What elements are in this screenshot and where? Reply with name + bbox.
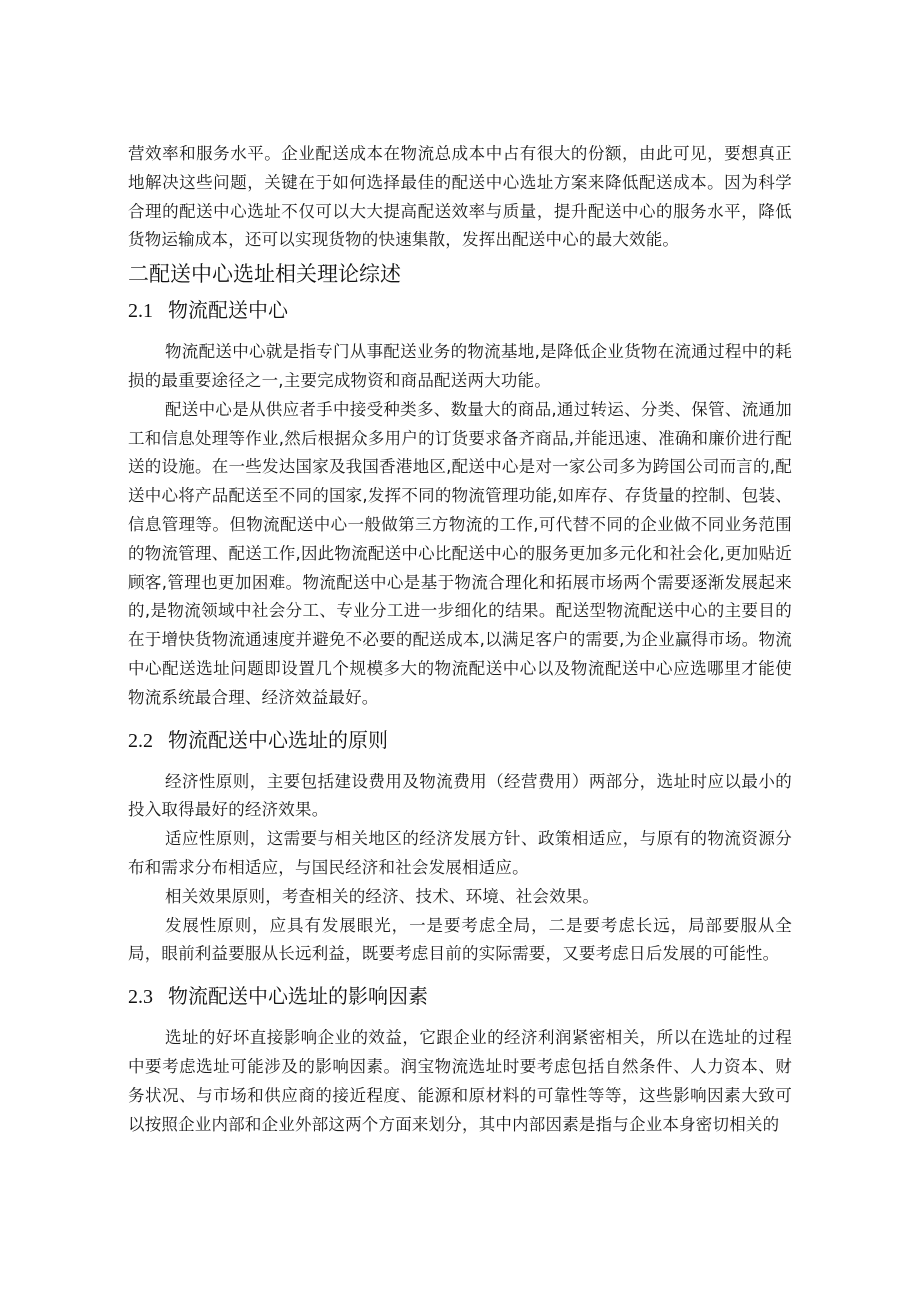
section-title: 物流配送中心选址的影响因素 — [168, 984, 428, 1009]
paragraph: 相关效果原则，考查相关的经济、技术、环境、社会效果。 — [165, 886, 600, 906]
section-title: 物流配送中心选址的原则 — [168, 727, 388, 752]
section-number: 2.2 — [128, 729, 153, 752]
paragraph: 发展性原则，应具有发展眼光，一是要考虑全局，二是要考虑长远，局部要服从全局，眼前利益要服从长远利益，既要考虑目前的实际需要，又要考虑日后发展的可能性。 — [128, 915, 792, 964]
paragraph: 配送中心是从供应者手中接受种类多、数量大的商品,通过转运、分类、保管、流通加工和信息处理等作业,然后根据众多用户的订货要求备齐商品,并能迅速、准确和廉价进行配送的设施。在一些发达国家及我国香港地区,配送中心是对一家公司多为跨国公司而言的,配送中心将产品配送至不同的国家,发挥不同的物流管理功能,如库存、存货量的控制、包装、信息管理等。但物流配送中心一般做第三方物流的工作,可代替不同的企业做不同业务范围的物流管理、配送工作,因此物流配送中心比配送中心的服务更加多元化和社会化,更加贴近顾客,管理也更加困难。物流配送中心是基于物流合理化和拓展市场两个需要逐渐发展起来的,是物流领域中社会分工、专业分工进一步细化的结果。配送型物流配送中心的主要目的在于增快货物流通速度并避免不必要的配送成本,以满足客户的需要,为企业赢得市场。物流中心配送选址问题即设置几个规模多大的物流配送中心以及物流配送中心应选哪里才能使物流系统最合理、经济效益最好。 — [128, 399, 792, 707]
paragraph: 选址的好坏直接影响企业的效益，它跟企业的经济利润紧密相关，所以在选址的过程中要考虑选址可能涉及的影响因素。润宝物流选址时要考虑包括自然条件、人力资本、财务状况、与市场和供应商的接近程度、能源和原材料的可靠性等等，这些影响因素大致可以按照企业内部和企业外部这两个方面来划分，其中内部因素是指与企业本身密切相关的 — [128, 1028, 792, 1134]
section-heading-2-2 — [128, 725, 792, 756]
paragraph: 经济性原则，主要包括建设费用及物流费用（经营费用）两部分，选址时应以最小的投入取得最好的经济效果。 — [128, 771, 792, 820]
paragraph: 物流配送中心就是指专门从事配送业务的物流基地,是降低企业货物在流通过程中的耗损的最重要途径之一,主要完成物资和商品配送两大功能。 — [128, 342, 792, 390]
section-title: 物流配送中心 — [168, 298, 288, 323]
intro-paragraph: 营效率和服务水平。企业配送成本在物流总成本中占有很大的份额，由此可见，要想真正地解决这些问题，关键在于如何选择最佳的配送中心选址方案来降低配送成本。因为科学合理的配送中心选址不仅可以大大提高配送效率与质量，提升配送中心的服务水平，降低货物运输成本，还可以实现货物的快速集散，发挥出配送中心的最大效能。 — [128, 144, 792, 250]
document-page — [128, 140, 792, 1139]
section-heading-2-3 — [128, 981, 792, 1012]
section-heading-2-1 — [128, 295, 792, 326]
paragraph: 适应性原则，这需要与相关地区的经济发展方针、政策相适应，与原有的物流资源分布和需求分布相适应，与国民经济和社会发展相适应。 — [128, 829, 792, 877]
chapter-heading: 二配送中心选址相关理论综述 — [128, 262, 401, 287]
section-number: 2.3 — [128, 986, 153, 1009]
section-number: 2.1 — [128, 300, 153, 323]
